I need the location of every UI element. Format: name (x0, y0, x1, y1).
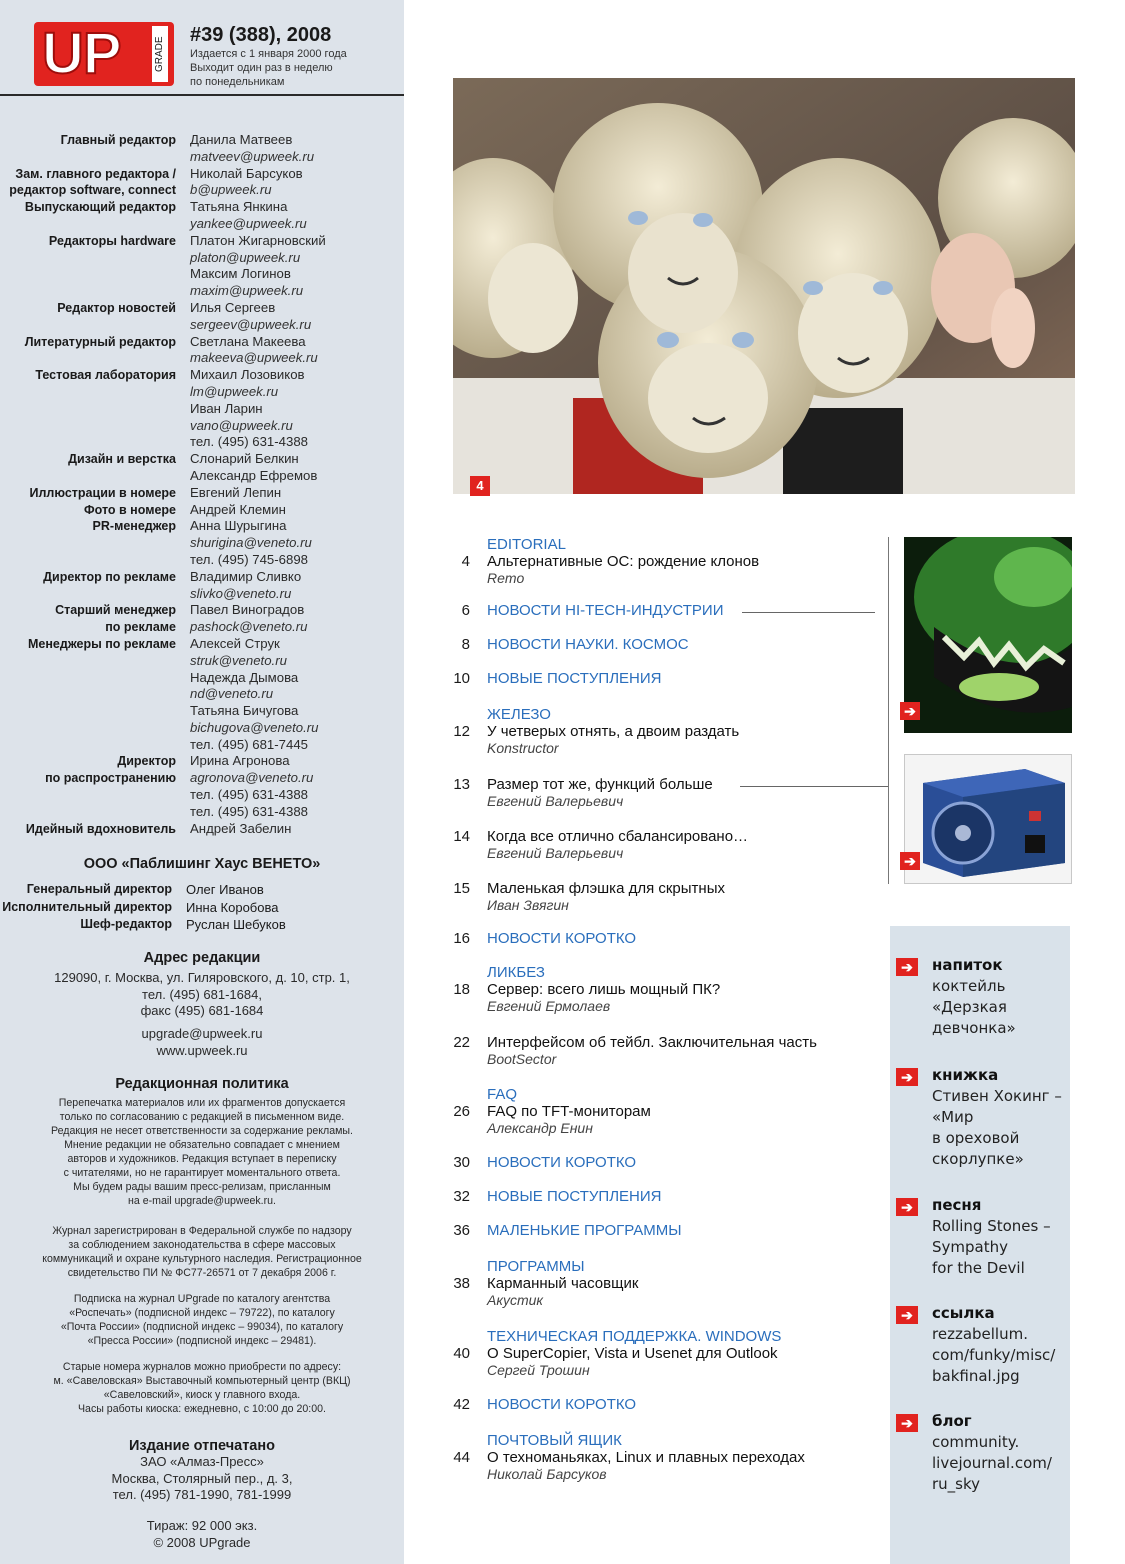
issue-number: #39 (388), 2008 (190, 24, 332, 46)
staff-role (0, 787, 190, 804)
toc-page-number: 6 (461, 602, 470, 619)
staff-row (0, 182, 404, 199)
registration-text (0, 1224, 404, 1280)
staff-email[interactable]: lm@upweek.ru (190, 383, 279, 399)
staff-role: Старший менеджер (55, 603, 176, 618)
toc-article-title[interactable]: Сервер: всего лишь мощный ПК? (487, 981, 721, 998)
staff-role: Фото в номере (83, 502, 176, 517)
staff-row (0, 434, 404, 451)
staff-name: тел. (495) 631-4388 (190, 803, 308, 819)
toc-article-title[interactable]: Альтернативные ОС: рождение клонов (487, 553, 760, 570)
policy-line: Часы работы киоска: ежедневно, с 10:00 до 20:00. (78, 1403, 326, 1415)
toc-section[interactable]: EDITORIAL (487, 536, 566, 553)
policy-line: коммуникаций и охране культурного наследия. Регистрационное (42, 1253, 362, 1265)
toc-section[interactable]: НОВОСТИ КОРОТКО (487, 930, 637, 947)
staff-role (0, 686, 190, 703)
staff-role (0, 535, 190, 552)
sidebar-text: девчонка» (932, 1019, 1016, 1037)
toc-section[interactable]: НОВОСТИ НАУКИ. КОСМОС (487, 636, 689, 653)
staff-row (0, 149, 404, 166)
staff-name: Анна Шурыгина (190, 518, 287, 534)
staff-row (0, 670, 404, 687)
toc-section[interactable]: ЖЕЛЕЗО (487, 706, 551, 723)
staff-row (0, 317, 404, 334)
staff-email[interactable]: b@upweek.ru (190, 182, 272, 198)
toc-page-number: 36 (453, 1222, 470, 1239)
toc-article-title[interactable]: Когда все отлично сбалансировано… (487, 828, 749, 845)
publisher-list (0, 881, 404, 934)
staff-row (0, 451, 404, 468)
toc-page-number: 22 (453, 1034, 470, 1051)
sidebar-text[interactable]: community. (932, 1433, 1020, 1451)
staff-role: Зам. главного редактора / (15, 166, 176, 181)
staff-email[interactable]: yankee@upweek.ru (190, 215, 307, 231)
staff-email[interactable]: vano@upweek.ru (190, 417, 293, 433)
staff-role: Редактор новостей (57, 300, 176, 315)
staff-role (0, 720, 190, 737)
staff-name: Максим Логинов (190, 266, 291, 282)
staff-row (0, 485, 404, 502)
toc-page-number: 26 (453, 1103, 470, 1120)
staff-row (0, 804, 404, 821)
sidebar-text: Rolling Stones – (932, 1217, 1051, 1235)
sidebar-text[interactable]: ru_sky (932, 1475, 981, 1493)
subscription-text (0, 1292, 404, 1348)
toc-author: Евгений Ермолаев (487, 998, 611, 1014)
staff-email[interactable]: struk@veneto.ru (190, 652, 287, 668)
staff-row (0, 569, 404, 586)
staff-name: тел. (495) 745-6898 (190, 551, 308, 567)
arrow-icon: ➔ (896, 1414, 918, 1432)
staff-row (0, 300, 404, 317)
toc-author: Акустик (487, 1292, 544, 1308)
staff-role (0, 266, 190, 283)
staff-row (0, 737, 404, 754)
sidebar-text: «Мир (932, 1108, 974, 1126)
staff-row (0, 166, 404, 183)
toc-article-title[interactable]: Интерфейсом об тейбл. Заключительная часть (487, 1034, 817, 1051)
staff-row (0, 350, 404, 367)
sidebar-text: Стивен Хокинг – (932, 1087, 1062, 1105)
toc-section[interactable]: FAQ (487, 1086, 518, 1103)
staff-row (0, 418, 404, 435)
staff-role: редактор software, connect (9, 183, 176, 198)
staff-name: Андрей Клемин (190, 501, 286, 517)
since-line: Выходит один раз в неделю (190, 62, 333, 74)
staff-email[interactable]: shurigina@veneto.ru (190, 535, 312, 551)
staff-name: Евгений Лепин (190, 484, 282, 500)
toc-page-number: 42 (453, 1396, 470, 1413)
staff-name: Светлана Макеева (190, 333, 306, 349)
toc-section[interactable]: НОВЫЕ ПОСТУПЛЕНИЯ (487, 1188, 662, 1205)
staff-row (0, 535, 404, 552)
sidebar-text[interactable]: livejournal.com/ (932, 1454, 1052, 1472)
staff-role (0, 737, 190, 754)
toc-article-title[interactable]: Маленькая флэшка для скрытных (487, 880, 725, 897)
staff-role (0, 703, 190, 720)
sidebar-text[interactable]: bakfinal.jpg (932, 1367, 1020, 1385)
toc-author: BootSector (487, 1051, 557, 1067)
staff-row (0, 216, 404, 233)
policy-line: Старые номера журналов можно приобрести по адресу: (62, 1361, 342, 1373)
staff-row (0, 720, 404, 737)
staff-role (0, 250, 190, 267)
staff-role (0, 418, 190, 435)
sidebar-text: Sympathy (932, 1238, 1008, 1256)
address-block: 129090, г. Москва, ул. Гиляровского, д. 10, стр. 1, тел. (495) 681-1684, факс (495) 681-1684 (54, 970, 350, 1018)
staff-row (0, 233, 404, 250)
staff-role (0, 317, 190, 334)
staff-row (0, 770, 404, 787)
back-issues-text (0, 1360, 404, 1416)
staff-email[interactable]: maxim@upweek.ru (190, 283, 304, 299)
staff-role: по распространению (45, 771, 176, 786)
staff-row (0, 686, 404, 703)
staff-row (0, 787, 404, 804)
staff-email[interactable]: bichugova@veneto.ru (190, 719, 319, 735)
green-face-illustration (904, 537, 1072, 733)
staff-name: тел. (495) 631-4388 (190, 434, 308, 450)
staff-row (0, 468, 404, 485)
policy-line: Мы будем рады вашим пресс-релизам, присланным (73, 1181, 331, 1193)
staff-role: PR-менеджер (92, 519, 176, 534)
policy-line: «Роспечать» (подписной индекс – 79722), по каталогу (69, 1307, 335, 1319)
arrow-icon: ➔ (896, 958, 918, 976)
photo-page-badge: 4 (470, 476, 490, 496)
staff-row (0, 384, 404, 401)
staff-name: Владимир Сливко (190, 568, 302, 584)
toc-section[interactable]: МАЛЕНЬКИЕ ПРОГРАММЫ (487, 1222, 682, 1239)
staff-role (0, 468, 190, 485)
toc-author: Remo (487, 570, 525, 586)
sidebar-heading: песня (932, 1196, 982, 1214)
staff-role: Директор (117, 754, 176, 769)
staff-name: Татьяна Бичугова (190, 703, 299, 719)
toc-page-number: 15 (453, 880, 470, 897)
toc-article-title[interactable]: FAQ по TFT-мониторам (487, 1103, 651, 1120)
staff-row (0, 821, 404, 838)
staff-role (0, 283, 190, 300)
policy-line: свидетельство ПИ № ФС77-26571 от 7 декабря 2006 г. (67, 1267, 337, 1279)
sidebar-heading: блог (932, 1412, 972, 1430)
toc-section[interactable]: ТЕХНИЧЕСКАЯ ПОДДЕРЖКА. WINDOWS (487, 1328, 782, 1345)
staff-name: Алексей Струк (190, 635, 280, 651)
arrow-icon: ➔ (896, 1068, 918, 1086)
toc-author: Konstructor (487, 740, 559, 756)
staff-name: тел. (495) 631-4388 (190, 787, 308, 803)
toc-page-number: 4 (461, 553, 470, 570)
staff-role: Идейный вдохновитель (25, 821, 176, 836)
leader-line (740, 786, 888, 787)
policy-line: м. «Савеловская» Выставочный компьютерный центр (ВКЦ) (53, 1375, 351, 1387)
toc-page-number: 18 (453, 981, 470, 998)
address-title: Адрес редакции (143, 950, 261, 966)
staff-role (0, 149, 190, 166)
staff-name: Платон Жигарновский (190, 232, 326, 248)
staff-email[interactable]: platon@upweek.ru (190, 249, 301, 265)
staff-email[interactable]: pashock@veneto.ru (190, 619, 308, 635)
toc-section[interactable]: ЛИКБЕЗ (487, 964, 545, 981)
staff-name: Данила Матвеев (190, 132, 293, 147)
green-monster-image[interactable] (904, 537, 1072, 733)
policy-line: «Почта России» (подписной индекс – 99034), по каталогу (60, 1321, 344, 1333)
toc-page-number: 16 (453, 930, 470, 947)
toc-author: Евгений Валерьевич (487, 793, 624, 809)
toc-page-number: 10 (453, 670, 470, 687)
sidebar-text: в ореховой (932, 1129, 1020, 1147)
staff-row (0, 636, 404, 653)
sidebar-text: for the Devil (932, 1259, 1025, 1277)
toc-article-title[interactable]: У четверых отнять, а двоим раздать (487, 723, 740, 740)
staff-role: Иллюстрации в номере (29, 485, 176, 500)
staff-role (0, 384, 190, 401)
staff-email[interactable]: agronova@veneto.ru (190, 770, 314, 786)
toc-page-number: 38 (453, 1275, 470, 1292)
policy-line: только по согласованию с редакцией в письменном виде. (59, 1111, 345, 1123)
toc-section[interactable]: ПОЧТОВЫЙ ЯЩИК (487, 1432, 622, 1449)
staff-name: Михаил Лозовиков (190, 367, 305, 383)
toc-section[interactable]: НОВОСТИ КОРОТКО (487, 1396, 637, 1413)
staff-role (0, 350, 190, 367)
staff-role (0, 586, 190, 603)
staff-role (0, 401, 190, 418)
staff-row (0, 367, 404, 384)
staff-email[interactable]: matveev@upweek.ru (190, 148, 315, 164)
policy-line: Редакция не несет ответственности за содержание рекламы. (51, 1125, 353, 1137)
publisher-row: Шеф-редактор Руслан Шебуков (80, 917, 286, 932)
staff-row (0, 401, 404, 418)
printed-title: Издание отпечатано (129, 1438, 275, 1454)
toc-section[interactable]: ПРОГРАММЫ (487, 1258, 585, 1275)
toc-section[interactable]: НОВЫЕ ПОСТУПЛЕНИЯ (487, 670, 662, 687)
staff-name: Иван Ларин (190, 400, 263, 416)
staff-row (0, 703, 404, 720)
toc-article-title[interactable]: Карманный часовщик (487, 1275, 639, 1292)
policy-line: «Пресса России» (подписной индекс – 29481). (87, 1335, 317, 1347)
toc-author: Евгений Валерьевич (487, 845, 624, 861)
staff-role: Дизайн и верстка (68, 452, 176, 467)
staff-role: Литературный редактор (24, 334, 176, 349)
staff-role (0, 653, 190, 670)
policy-line: Журнал зарегистрирован в Федеральной службе по надзору (52, 1225, 352, 1237)
staff-role (0, 804, 190, 821)
staff-row (0, 619, 404, 636)
staff-name: Ирина Агронова (190, 753, 290, 769)
publisher-title: ООО «Паблишинг Хаус ВЕНЕТО» (83, 856, 321, 872)
toc-page-number: 8 (461, 636, 470, 653)
toc-author: Сергей Трошин (487, 1362, 590, 1378)
staff-name: Надежда Дымова (190, 669, 299, 685)
arrow-icon: ➔ (900, 852, 920, 870)
toc-page-number: 12 (453, 723, 470, 740)
sidebar-heading: напиток (932, 956, 1003, 974)
staff-email[interactable]: slivko@veneto.ru (190, 585, 292, 601)
sidebar-heading: книжка (932, 1066, 999, 1084)
toc-author: Иван Звягин (487, 897, 569, 913)
policy-title: Редакционная политика (115, 1076, 289, 1092)
policy-line: Перепечатка материалов или их фрагментов допускается (58, 1097, 346, 1109)
masthead (0, 0, 404, 96)
psu-illustration (905, 755, 1072, 884)
policy-line: с читателями, но не гарантирует моментального ответа. (63, 1167, 341, 1179)
since-line: по понедельникам (190, 76, 285, 88)
staff-name: Слонарий Белкин (190, 451, 299, 467)
publisher-row: Исполнительный директор Инна Коробова (2, 899, 279, 915)
toc-author: Александр Енин (487, 1120, 593, 1136)
staff-role (0, 434, 190, 451)
staff-role: Редакторы hardware (48, 233, 176, 248)
staff-role: Директор по рекламе (43, 569, 176, 584)
staff-row (0, 502, 404, 519)
printer-block: ЗАО «Алмаз-Пресс» Москва, Столярный пер., д. 3, тел. (495) 781-1990, 781-1999 (111, 1454, 293, 1502)
staff-email[interactable]: nd@veneto.ru (190, 686, 274, 702)
toc-author: Николай Барсуков (487, 1466, 607, 1482)
staff-name: Александр Ефремов (190, 467, 318, 483)
staff-row (0, 199, 404, 216)
toc-article-title[interactable]: О SuperCopier, Vista и Usenet для Outlook (487, 1345, 778, 1362)
staff-row (0, 283, 404, 300)
toc-page-number: 32 (453, 1188, 470, 1205)
power-supply-image[interactable] (904, 754, 1072, 884)
sidebar-text: «Дерзкая (932, 998, 1007, 1016)
staff-email[interactable]: makeeva@upweek.ru (190, 350, 318, 366)
staff-row (0, 334, 404, 351)
toc-article-title[interactable]: О техноманьяках, Linux и плавных переходах (487, 1449, 805, 1466)
toc-page-number: 14 (453, 828, 470, 845)
staff-role: Менеджеры по рекламе (28, 636, 176, 651)
staff-row (0, 602, 404, 619)
policy-line: авторов и художников. Редакция вступает в переписку (67, 1153, 337, 1165)
toc-page-number: 44 (453, 1449, 470, 1466)
staff-name: Николай Барсуков (190, 165, 303, 181)
policy-line: на e-mail upgrade@upweek.ru. (128, 1195, 276, 1207)
policy-line: «Савеловский», киоск у главного входа. (103, 1389, 301, 1401)
sidebar-text[interactable]: com/funky/misc/ (932, 1346, 1056, 1364)
staff-row (0, 753, 404, 770)
staff-role (0, 552, 190, 569)
cover-photo-sheep-masks (453, 78, 1075, 494)
policy-line: Подписка на журнал UPgrade по каталогу агентства (73, 1293, 331, 1305)
circulation-block: Тираж: 92 000 экз. © 2008 UPgrade (146, 1518, 258, 1550)
contacts-block: upgrade@upweek.ru www.upweek.ru (141, 1026, 263, 1058)
staff-role: Главный редактор (60, 133, 176, 147)
staff-role: Тестовая лаборатория (35, 368, 176, 383)
staff-name: Татьяна Янкина (190, 199, 288, 215)
staff-list (0, 132, 404, 837)
staff-name: Андрей Забелин (190, 820, 292, 836)
publisher-row: Генеральный директор Олег Иванов (26, 882, 264, 897)
sidebar-text: скорлупке» (932, 1150, 1024, 1168)
staff-role: Выпускающий редактор (24, 200, 176, 215)
staff-row (0, 266, 404, 283)
toc-article-title[interactable]: Размер тот же, функций больше (487, 776, 713, 793)
toc-page-number: 13 (453, 776, 470, 793)
staff-row (0, 552, 404, 569)
toc-section[interactable]: НОВОСТИ HI-TECH-ИНДУСТРИИ (487, 602, 724, 619)
since-line: Издается с 1 января 2000 года (190, 48, 347, 60)
leader-line (742, 612, 875, 613)
colophon-panel (0, 0, 404, 1564)
staff-email[interactable]: sergeev@upweek.ru (190, 316, 312, 332)
staff-role: по рекламе (105, 620, 176, 635)
sidebar-heading: ссылка (932, 1304, 995, 1322)
toc-section[interactable]: НОВОСТИ КОРОТКО (487, 1154, 637, 1171)
staff-name: тел. (495) 681-7445 (190, 736, 308, 752)
sidebar-text[interactable]: rezzabellum. (932, 1325, 1028, 1343)
arrow-icon: ➔ (896, 1306, 918, 1324)
staff-row (0, 518, 404, 535)
staff-row (0, 250, 404, 267)
upgrade-logo: UP GRADE (34, 22, 174, 86)
staff-role (0, 216, 190, 233)
arrow-icon: ➔ (900, 702, 920, 720)
staff-row (0, 653, 404, 670)
sheep-masks-illustration (453, 78, 1075, 494)
staff-name: Илья Сергеев (190, 299, 276, 315)
policy-line: Мнение редакции не обязательно совпадает с мнением (64, 1139, 340, 1151)
toc-page-number: 40 (453, 1345, 470, 1362)
staff-role (0, 670, 190, 687)
divider (888, 537, 889, 884)
staff-name: Павел Виноградов (190, 602, 305, 618)
arrow-icon: ➔ (896, 1198, 918, 1216)
toc-page-number: 30 (453, 1154, 470, 1171)
policy-text (0, 1096, 404, 1208)
staff-row (0, 586, 404, 603)
staff-row (0, 132, 404, 149)
sidebar-text: коктейль (932, 977, 1006, 995)
policy-line: за соблюдением законодательства в сфере массовых (68, 1239, 336, 1251)
